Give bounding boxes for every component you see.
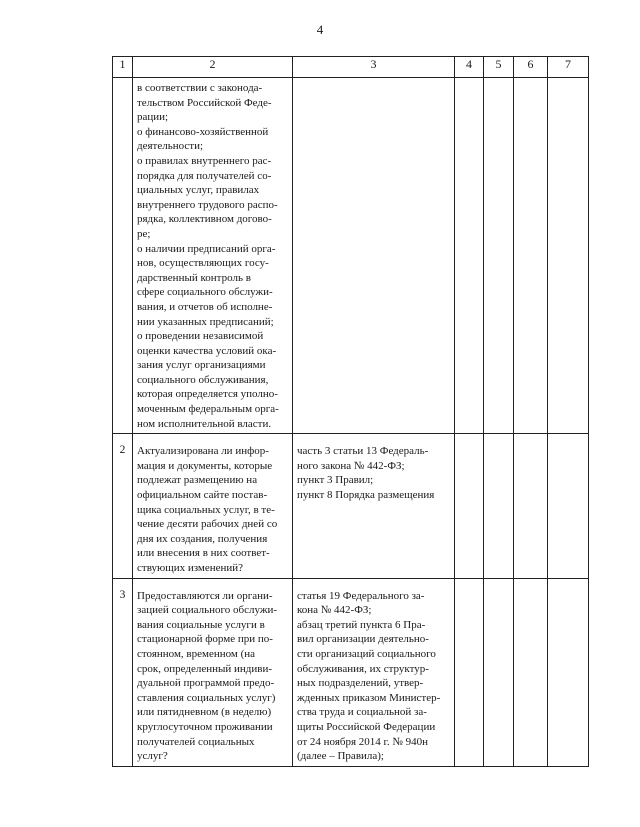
- question-line: циальных услуг, правилах: [137, 184, 260, 197]
- question-line: о проведении независимой: [137, 330, 264, 343]
- question-line: чение десяти рабочих дней со: [137, 518, 278, 531]
- table-header-row: [113, 57, 589, 78]
- question-line: стационарной форме при по-: [137, 633, 273, 646]
- question-line: зацией социального обслужи-: [137, 604, 278, 617]
- reference-line: вил организации деятельно-: [297, 633, 429, 646]
- row-number: 2: [113, 434, 133, 578]
- question-line: получателей социальных: [137, 735, 255, 748]
- reference-cell: [293, 434, 455, 578]
- answer-cell: [484, 578, 514, 766]
- question-line: о правилах внутреннего рас-: [137, 154, 272, 167]
- question-line: услуг?: [137, 750, 168, 763]
- header-cell: 3: [293, 57, 455, 78]
- answer-cell: [514, 78, 548, 434]
- answer-cell: [548, 78, 589, 434]
- reference-line: (далее – Правила);: [297, 750, 384, 763]
- question-line: мация и документы, которые: [137, 459, 273, 472]
- answer-cell: [514, 434, 548, 578]
- reference-line: ного закона № 442-ФЗ;: [297, 459, 405, 472]
- table-row: [113, 78, 589, 434]
- question-line: или пятидневном (в неделю): [137, 706, 272, 719]
- reference-line: абзац третий пункта 6 Пра-: [297, 618, 426, 631]
- question-line: ставления социальных услуг): [137, 691, 276, 704]
- question-line: дарственный контроль в: [137, 271, 251, 284]
- reference-line: сти организаций социального: [297, 647, 436, 660]
- question-line: ре;: [137, 227, 151, 240]
- question-line: оценки качества условий ока-: [137, 344, 277, 357]
- reference-line: от 24 ноября 2014 г. № 940н: [297, 735, 428, 748]
- reference-line: пункт 3 Правил;: [297, 474, 374, 487]
- table-row: [113, 434, 589, 578]
- reference-line: жденных приказом Министер-: [297, 691, 441, 704]
- question-line: внутреннего трудового распо-: [137, 198, 278, 211]
- question-line: нии указанных предписаний;: [137, 315, 274, 328]
- question-line: нов, осуществляющих госу-: [137, 257, 269, 270]
- header-cell: 5: [484, 57, 514, 78]
- header-cell: 1: [113, 57, 133, 78]
- question-line: вания, и отчетов об исполне-: [137, 300, 273, 313]
- question-line: моченным федеральным орга-: [137, 403, 279, 416]
- checklist-table: [112, 56, 589, 767]
- question-line: ствующих изменений?: [137, 562, 244, 574]
- reference-line: щиты Российской Федерации: [297, 720, 436, 733]
- reference-line: ных подразделений, утвер-: [297, 677, 424, 690]
- reference-line: ства труда и социальной за-: [297, 706, 427, 719]
- question-line: круглосуточном проживании: [137, 720, 273, 733]
- question-line: о наличии предписаний орга-: [137, 242, 276, 255]
- reference-line: обслуживания, их структур-: [297, 662, 429, 675]
- question-line: Предоставляются ли органи-: [137, 589, 273, 602]
- question-line: тельством Российской Феде-: [137, 96, 272, 109]
- question-line: дуальной программой предо-: [137, 677, 275, 690]
- question-cell: [133, 578, 293, 766]
- answer-cell: [455, 434, 484, 578]
- reference-line: пункт 8 Порядка размещения: [297, 489, 435, 502]
- question-line: стоянном, временном (на: [137, 647, 256, 660]
- question-line: щика социальных услуг, в те-: [137, 503, 275, 516]
- answer-cell: [514, 578, 548, 766]
- question-line: порядка для получателей со-: [137, 169, 272, 182]
- reference-line: часть 3 статьи 13 Федераль-: [297, 445, 429, 458]
- row-number: [113, 78, 133, 434]
- question-line: деятельности;: [137, 140, 204, 153]
- reference-line: кона № 442-ФЗ;: [297, 604, 372, 617]
- page-number: 4: [316, 22, 324, 37]
- reference-cell: [293, 578, 455, 766]
- question-cell: [133, 78, 293, 434]
- question-line: которая определяется уполно-: [137, 388, 278, 401]
- answer-cell: [548, 578, 589, 766]
- question-line: сфере социального обслужи-: [137, 286, 273, 299]
- question-line: подлежат размещению на: [137, 474, 258, 487]
- question-line: социального обслуживания,: [137, 373, 269, 386]
- question-cell: [133, 434, 293, 578]
- question-line: рации;: [137, 111, 169, 124]
- row-number: 3: [113, 578, 133, 766]
- question-line: срок, определенный индиви-: [137, 662, 273, 675]
- reference-line: статья 19 Федерального за-: [297, 589, 425, 602]
- header-cell: 2: [133, 57, 293, 78]
- answer-cell: [455, 78, 484, 434]
- question-line: рядка, коллективном догово-: [137, 213, 272, 226]
- question-line: официальном сайте постав-: [137, 489, 268, 502]
- answer-cell: [455, 578, 484, 766]
- table-row: [113, 578, 589, 766]
- question-line: или внесения в них соответ-: [137, 547, 270, 560]
- answer-cell: [484, 78, 514, 434]
- reference-cell: [293, 78, 455, 434]
- question-line: вания социальные услуги в: [137, 618, 265, 631]
- question-line: Актуализирована ли инфор-: [137, 445, 269, 458]
- question-line: в соответствии с законода-: [137, 82, 263, 94]
- question-line: ном исполнительной власти.: [137, 417, 272, 430]
- answer-cell: [548, 434, 589, 578]
- question-line: дня их создания, получения: [137, 532, 268, 545]
- header-cell: 4: [455, 57, 484, 78]
- header-cell: 6: [514, 57, 548, 78]
- answer-cell: [484, 434, 514, 578]
- question-line: зания услуг организациями: [137, 359, 266, 372]
- header-cell: 7: [548, 57, 589, 78]
- question-line: о финансово-хозяйственной: [137, 125, 269, 138]
